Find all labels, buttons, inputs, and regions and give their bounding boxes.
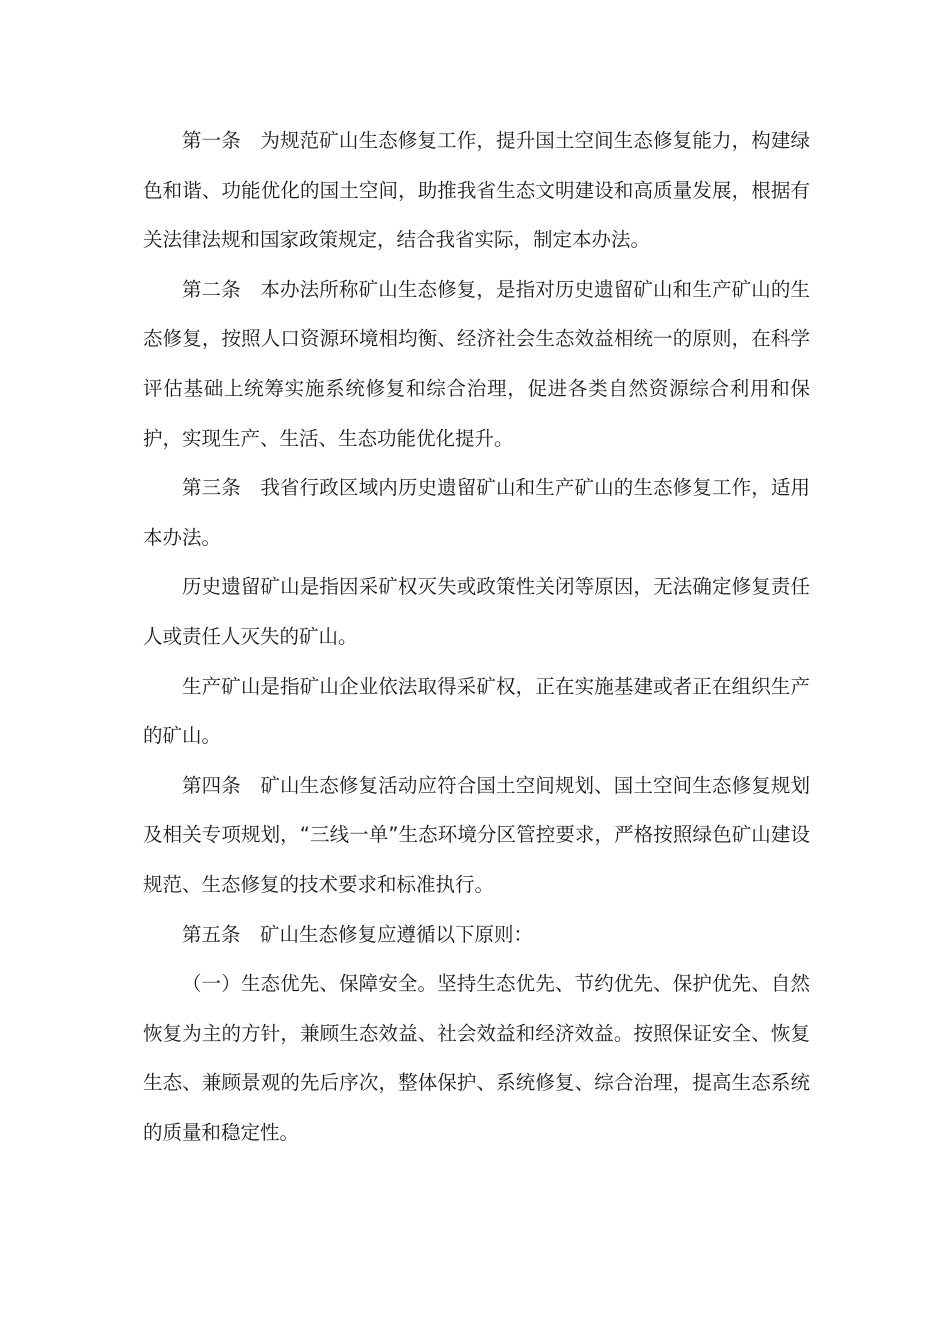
- article-2-paragraph: [143, 265, 810, 463]
- production-mine-definition-paragraph: [143, 662, 810, 761]
- article-1-paragraph: [143, 116, 810, 265]
- document-body: [143, 116, 810, 1157]
- article-text: 为规范矿山生态修复工作，提升国土空间生态修复能力，构建绿色和谐、功能优化的国土空间，助推我省生态文明建设和高质量发展，根据有关法律法规和国家政策规定，结合我省实际，制定本办法。: [143, 129, 810, 252]
- article-text: 我省行政区域内历史遗留矿山和生产矿山的生态修复工作，适用本办法。: [143, 476, 810, 549]
- article-5-paragraph: [143, 910, 810, 960]
- article-number: 第五条: [182, 922, 241, 946]
- article-number: 第二条: [182, 277, 241, 301]
- paragraph-text: 生产矿山是指矿山企业依法取得采矿权，正在实施基建或者正在组织生产的矿山。: [143, 674, 810, 748]
- article-text: 矿山生态修复活动应符合国土空间规划、国土空间生态修复规划及相关专项规划，“三线一单”生态环境分区管控要求，严格按照绿色矿山建设规范、生态修复的技术要求和标准执行。: [143, 773, 810, 896]
- article-text: 本办法所称矿山生态修复，是指对历史遗留矿山和生产矿山的生态修复，按照人口资源环境相均衡、经济社会生态效益相统一的原则，在科学评估基础上统筹实施系统修复和综合治理，促进各类自然资源综合利用和保护，实现生产、生活、生态功能优化提升。: [143, 277, 810, 450]
- paragraph-text: 历史遗留矿山是指因采矿权灭失或政策性关闭等原因，无法确定修复责任人或责任人灭失的矿山。: [143, 575, 810, 648]
- article-number: 第四条: [182, 773, 241, 797]
- article-3-paragraph: [143, 463, 810, 562]
- paragraph-text: （一）生态优先、保障安全。坚持生态优先、节约优先、保护优先、自然恢复为主的方针，兼顾生态效益、社会效益和经济效益。按照保证安全、恢复生态、兼顾景观的先后序次，整体保护、系统修复、综合治理，提高生态系统的质量和稳定性。: [143, 972, 810, 1144]
- article-number: 第一条: [182, 129, 241, 152]
- article-4-paragraph: [143, 761, 810, 910]
- article-number: 第三条: [182, 476, 241, 500]
- principle-1-paragraph: [143, 959, 810, 1157]
- article-text: 矿山生态修复应遵循以下原则：: [260, 922, 534, 946]
- historical-mine-definition-paragraph: [143, 562, 810, 661]
